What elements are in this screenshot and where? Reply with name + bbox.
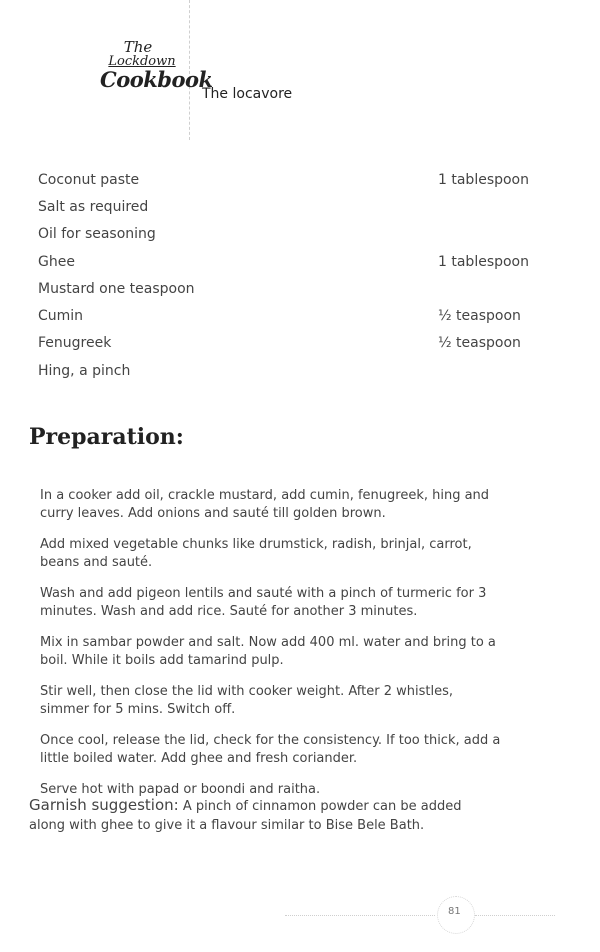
cookbook-logo: [100, 38, 213, 92]
preparation-step: Mix in sambar powder and salt. Now add 400 ml. water and bring to a boil. While it boils add tamarind pulp.: [40, 635, 496, 668]
ingredient-list: [38, 166, 538, 384]
garnish-note: [29, 796, 484, 835]
preparation-step: Wash and add pigeon lentils and sauté with a pinch of turmeric for 3 minutes. Wash and add rice. Sauté for another 3 minutes.: [40, 586, 487, 619]
ingredient-quantity: ½ teaspoon: [438, 335, 521, 352]
ingredient-row: [38, 248, 538, 275]
footer-divider-right: [475, 915, 555, 916]
preparation-step: Stir well, then close the lid with cooker weight. After 2 whistles, simmer for 5 mins. Switch off.: [40, 684, 453, 717]
preparation-step: Add mixed vegetable chunks like drumstick, radish, brinjal, carrot, beans and sauté.: [40, 537, 472, 570]
garnish-text: A pinch of cinnamon powder can be added along with ghee to give it a flavour similar to Bise Bele Bath.: [29, 799, 462, 833]
ingredient-name: Ghee: [38, 253, 75, 270]
ingredient-name: Coconut paste: [38, 171, 140, 188]
ingredient-row: [38, 193, 538, 220]
ingredient-name: Cumin: [38, 308, 84, 325]
ingredient-quantity: 1 tablespoon: [438, 171, 529, 188]
preparation-step: Serve hot with papad or boondi and raitha.: [40, 782, 321, 797]
ingredient-row: [38, 166, 538, 193]
ingredient-row: [38, 221, 538, 248]
preparation-step: In a cooker add oil, crackle mustard, add cumin, fenugreek, hing and curry leaves. Add onions and sauté till golden brown.: [40, 488, 490, 521]
section-title: The locavore: [202, 86, 293, 102]
logo-line-2: Lockdown: [108, 54, 176, 69]
logo-line-1: The: [123, 38, 153, 56]
ingredient-row: [38, 330, 538, 357]
ingredient-name: Salt as required: [38, 198, 149, 215]
ingredient-name: Mustard one teaspoon: [38, 280, 195, 297]
ingredient-name: Hing, a pinch: [38, 362, 131, 379]
preparation-heading: Preparation:: [29, 424, 184, 450]
ingredient-row: [38, 302, 538, 329]
ingredient-row: [38, 357, 538, 384]
ingredient-row: [38, 275, 538, 302]
logo-line-3: Cookbook: [100, 67, 213, 92]
garnish-label: Garnish suggestion:: [29, 796, 179, 814]
footer-divider-left: [285, 915, 435, 916]
preparation-step: Once cool, release the lid, check for the consistency. If too thick, add a little boiled water. Add ghee and fresh coriander.: [40, 733, 501, 766]
ingredient-name: Oil for seasoning: [38, 226, 156, 243]
ingredient-quantity: 1 tablespoon: [438, 253, 529, 270]
ingredient-name: Fenugreek: [38, 335, 112, 352]
page-number: 81: [448, 906, 461, 917]
ingredient-quantity: ½ teaspoon: [438, 308, 521, 325]
preparation-steps: [40, 474, 502, 807]
